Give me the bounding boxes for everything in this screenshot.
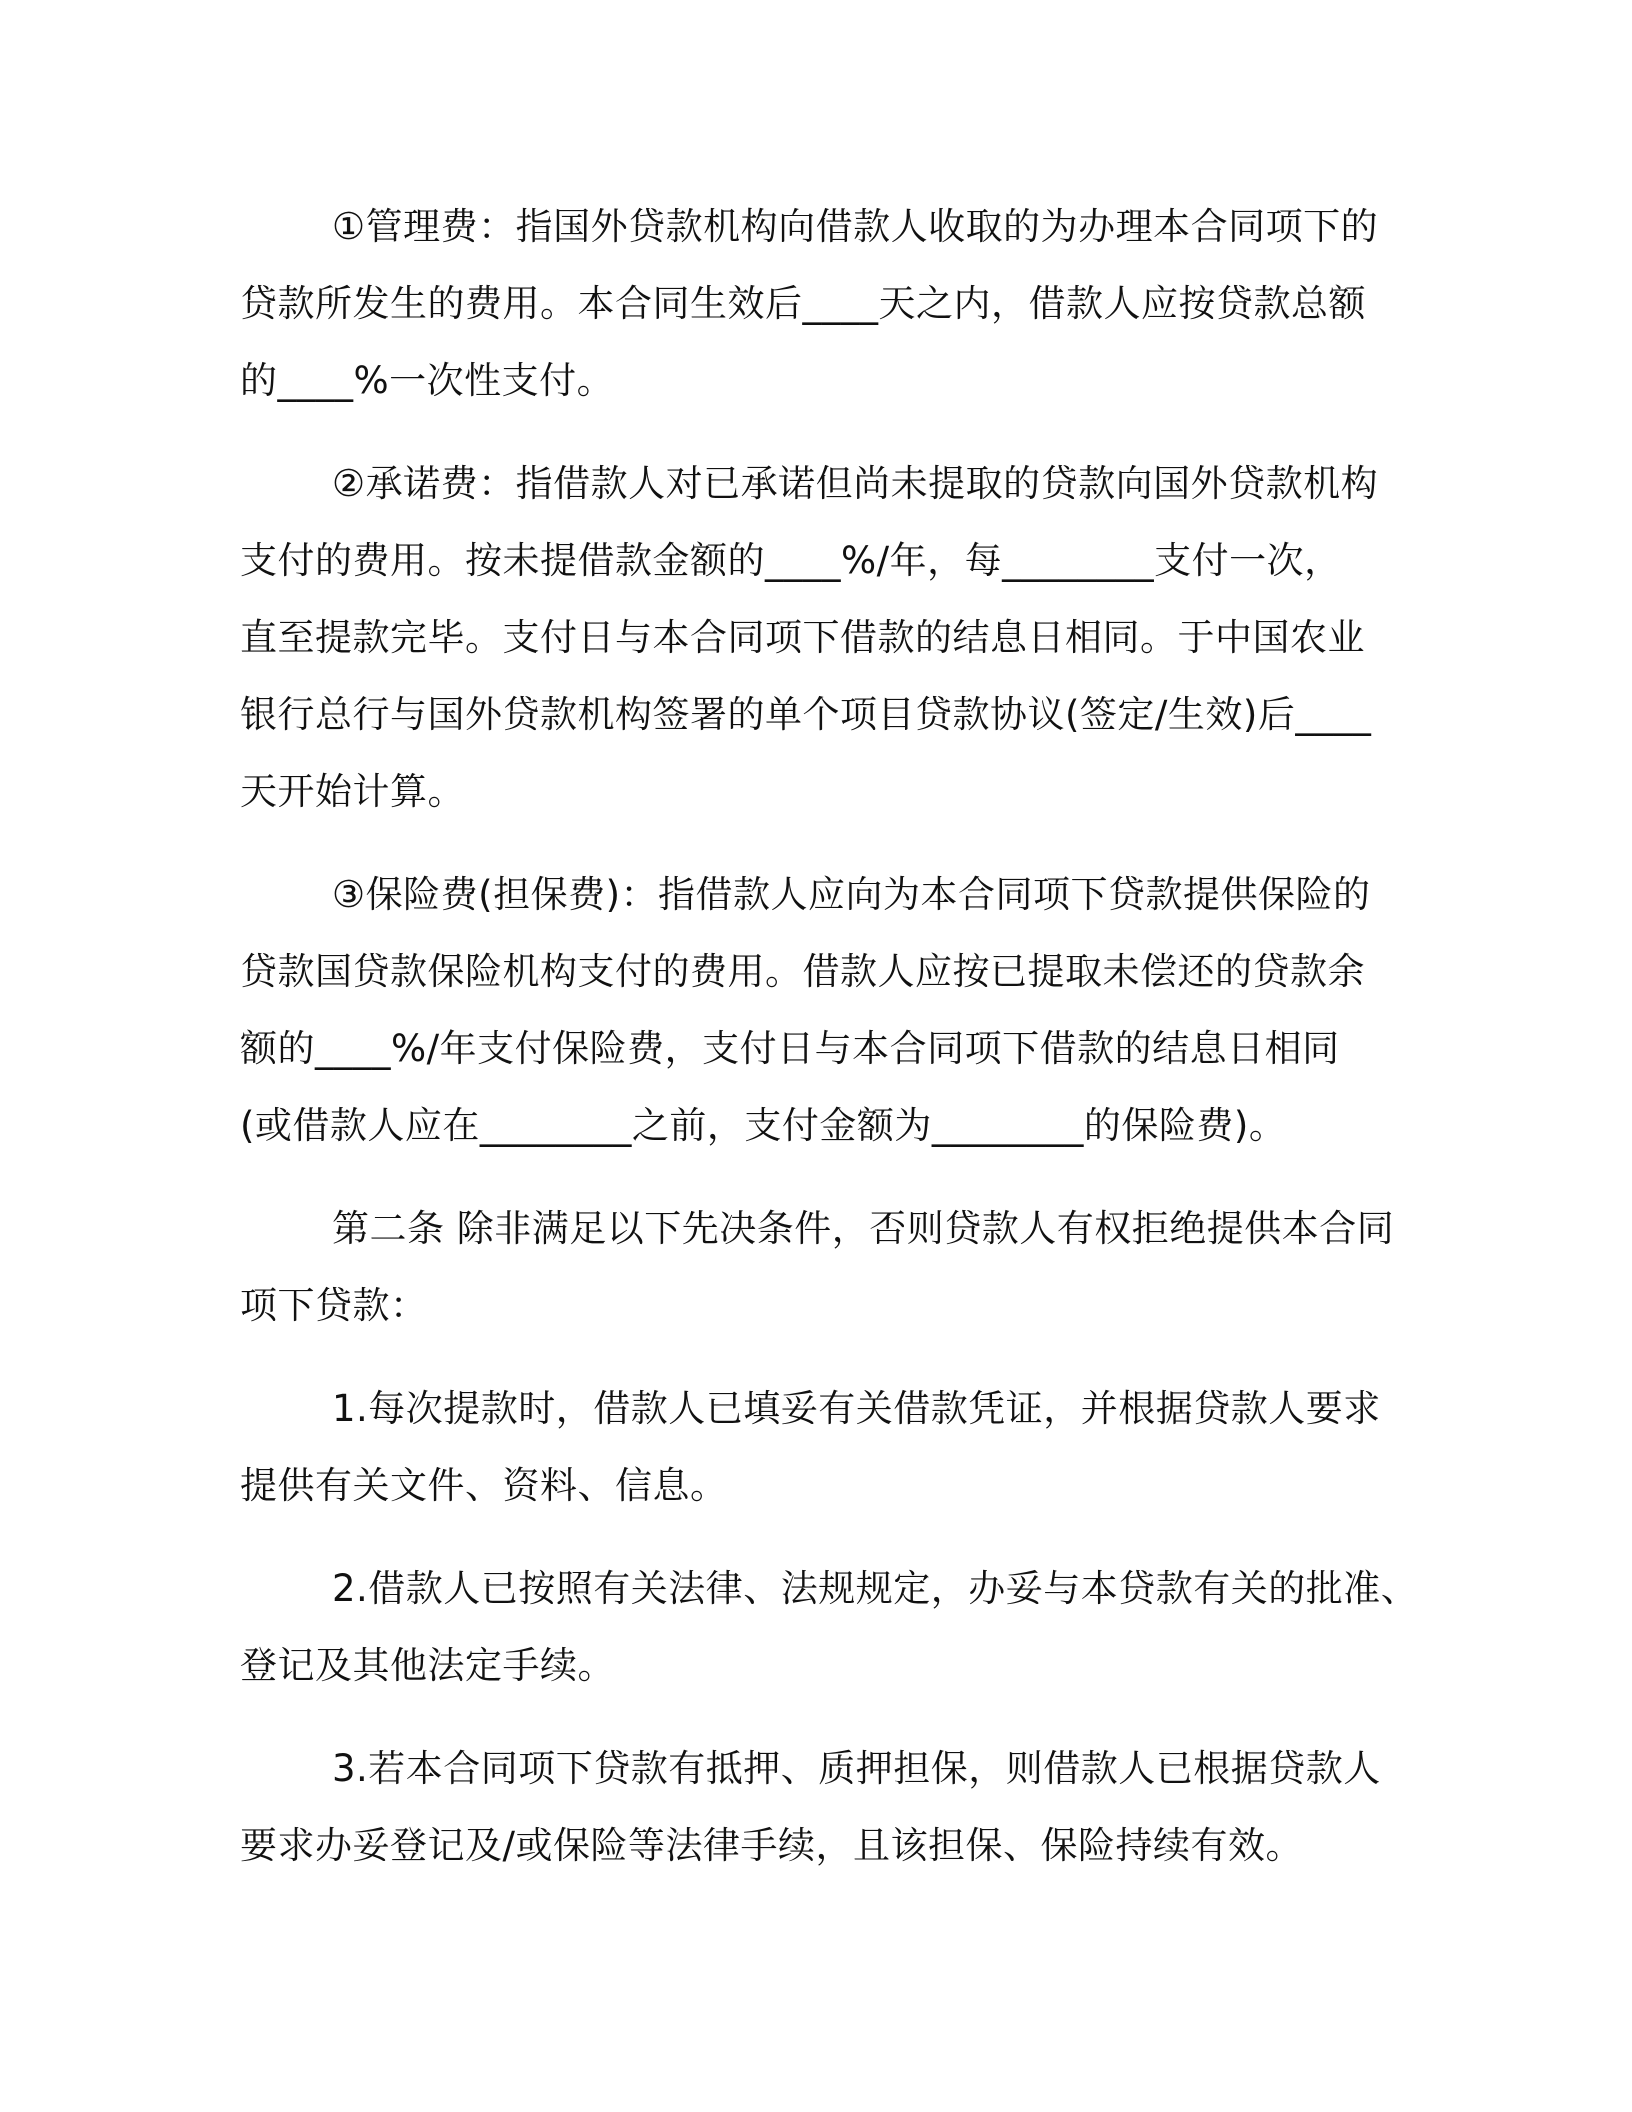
text-line: 贷款国贷款保险机构支付的费用。借款人应按已提取未偿还的贷款余 (240, 950, 1365, 993)
document-body (240, 188, 1419, 1884)
text-line: 第二条 除非满足以下先决条件，否则贷款人有权拒绝提供本合同 (332, 1207, 1395, 1250)
condition-item-1 (240, 1370, 1400, 1524)
text-line: 登记及其他法定手续。 (240, 1644, 615, 1687)
text-line: 的____%一次性支付。 (240, 359, 615, 402)
text-line: 项下贷款： (240, 1284, 428, 1327)
clause-commitment-fee (240, 445, 1400, 830)
text-line: 天开始计算。 (240, 770, 465, 813)
text-line: 要求办妥登记及/或保险等法律手续，且该担保、保险持续有效。 (240, 1824, 1303, 1867)
text-line: 直至提款完毕。支付日与本合同项下借款的结息日相同。于中国农业 (240, 616, 1365, 659)
text-line: (或借款人应在________之前，支付金额为________的保险费)。 (240, 1104, 1287, 1147)
text-line: 银行总行与国外贷款机构签署的单个项目贷款协议(签定/生效)后____ (240, 693, 1372, 736)
text-line: 2.借款人已按照有关法律、法规规定，办妥与本贷款有关的批准、 (332, 1567, 1419, 1610)
text-line: 额的____%/年支付保险费，支付日与本合同项下借款的结息日相同 (240, 1027, 1340, 1070)
text-line: ①管理费：指国外贷款机构向借款人收取的为办理本合同项下的 (332, 205, 1379, 248)
clause-management-fee (240, 188, 1400, 419)
condition-item-2 (240, 1550, 1419, 1704)
clause-insurance-fee (240, 856, 1400, 1164)
text-line: 提供有关文件、资料、信息。 (240, 1464, 728, 1507)
text-line: 3.若本合同项下贷款有抵押、质押担保，则借款人已根据贷款人 (332, 1747, 1381, 1790)
text-line: 贷款所发生的费用。本合同生效后____天之内，借款人应按贷款总额 (240, 282, 1366, 325)
condition-item-3 (240, 1730, 1400, 1884)
text-line: 支付的费用。按未提借款金额的____%/年，每________支付一次， (240, 539, 1342, 582)
text-line: 1.每次提款时，借款人已填妥有关借款凭证，并根据贷款人要求 (332, 1387, 1381, 1430)
article-two-heading (240, 1190, 1400, 1344)
text-line: ③保险费(担保费)：指借款人应向为本合同项下贷款提供保险的 (332, 873, 1371, 916)
text-line: ②承诺费：指借款人对已承诺但尚未提取的贷款向国外贷款机构 (332, 462, 1379, 505)
